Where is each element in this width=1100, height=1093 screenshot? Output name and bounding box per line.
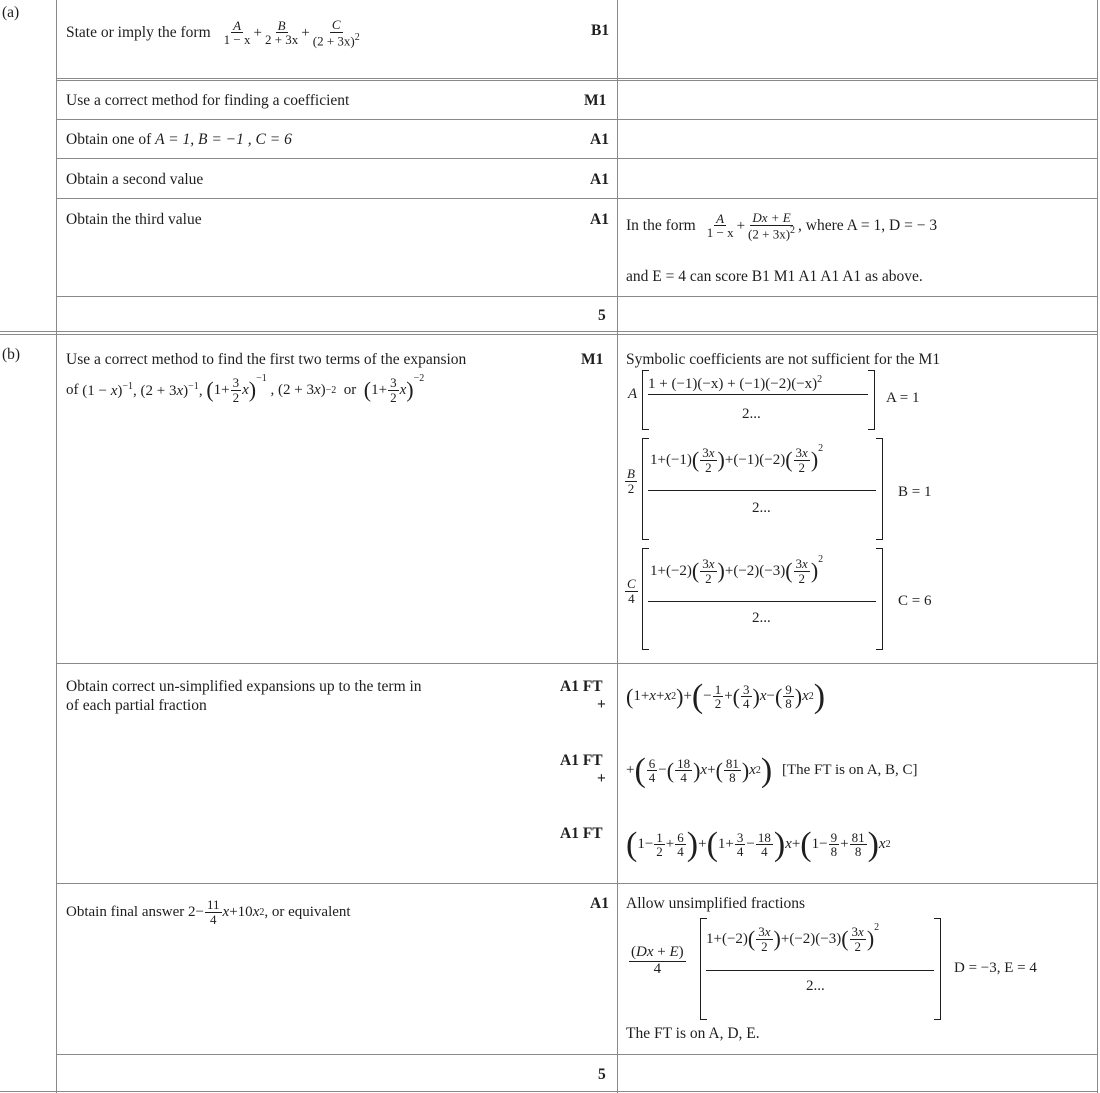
mark-m1: M1 [584, 92, 607, 109]
total-marks-a: 5 [598, 307, 606, 324]
row-b1-text: Use a correct method to find the first two terms of the expansion [66, 351, 467, 368]
part-a-label: (a) [2, 4, 20, 21]
guidance-symbolic: Symbolic coefficients are not sufficient for the M1 [626, 351, 941, 368]
a-inner-expansion: $1 + (-1)(-x) + (-1)(-2)(-x)^2$ [648, 374, 823, 392]
row-a5-text: Obtain the third value [66, 211, 202, 228]
expansion-line-3: ( 1− 1 2 + 6 4 ) + ( 1+ 3 4 − 18 4 ) x + ( 1− 9 8 + 81 8 ) x 2 [626, 826, 891, 863]
partial-fraction-form: A 1 − x + B 2 + 3x + C $(2 + 3x)^2$ [223, 17, 360, 48]
answer-de: D = −3, E = 4 [954, 960, 1037, 976]
c-inner-expansion: 1+(−2) ( 3x 2 ) +(−2)(−3) ( 3x 2 ) $^2$ [650, 553, 824, 586]
guidance-alt-form: In the form A 1 − x + Dx + E $(2 + 3x)^2$ , where A = 1, D = − 3 [626, 210, 938, 241]
bracket-right [868, 370, 875, 430]
part-b-label: (b) [2, 346, 21, 363]
guidance-alt-form-line2: and E = 4 can score B1 M1 A1 A1 A1 as above. [626, 268, 923, 285]
mark-a1: A1 [590, 131, 609, 148]
b-inner-expansion: 1+(−1) ( 3x 2 ) +(−1)(−2) ( 3x 2 ) $^2$ [650, 442, 824, 475]
row-a3-text: Obtain one of A = 1, B = −1 , C = 6 [66, 131, 292, 148]
ft-note-ade: The FT is on A, D, E. [626, 1025, 760, 1042]
row-a4-text: Obtain a second value [66, 171, 204, 188]
row-b2-text: Obtain correct un-simplified expansions up to the term in [66, 678, 422, 695]
mark-b1: B1 [591, 22, 610, 39]
total-marks-b: 5 [598, 1066, 606, 1083]
row-b2-text-2: of each partial fraction [66, 697, 207, 714]
de-inner-expansion: 1+(−2) ( 3x 2 ) +(−2)(−3) ( 3x 2 ) $^2$ [706, 921, 880, 954]
mark-a1: A1 [590, 895, 609, 912]
mark-a1: A1 [590, 211, 609, 228]
answer-b: B = 1 [898, 484, 932, 500]
answer-a: A = 1 [886, 390, 920, 406]
expansion-line-1: ( 1+ x + x 2 ) + ( − 1 2 + ( 3 4 ) x − ( 9 8 ) x 2 ) [626, 678, 826, 715]
mark-a1-ft: A1 FT [560, 825, 603, 842]
mark-a1: A1 [590, 171, 609, 188]
guidance-unsimplified: Allow unsimplified fractions [626, 895, 806, 912]
row-a1-text: State or imply the form A 1 − x + B 2 + 3x + C $(2 + 3x)^2$ [66, 18, 363, 48]
mark-a1-ft: A1 FT [560, 678, 603, 695]
expansion-forms: of $(1 - x)^{-1}$, $(2 + 3x)^{-1}$, ( 1+ 3 2 x ) $^{-1}$ , (2 + 3 x ) −2 or ( 1+ 3 2 x ) $^{-2}$ [66, 372, 425, 405]
mark-a1-ft: A1 FT [560, 752, 603, 769]
row-b3-text: Obtain final answer 2− 11 4 x +10 x 2 , or equivalent [66, 897, 351, 927]
mark-m1: M1 [581, 351, 604, 368]
expansion-line-2: + ( 6 4 − ( 18 4 ) x + ( 81 8 ) x 2 ) [The FT is on A, B, C] [626, 752, 918, 789]
answer-c: C = 6 [898, 593, 932, 609]
row-a2-text: Use a correct method for finding a coefficient [66, 92, 350, 109]
ft-note-abc: [The FT is on A, B, C] [781, 762, 918, 779]
